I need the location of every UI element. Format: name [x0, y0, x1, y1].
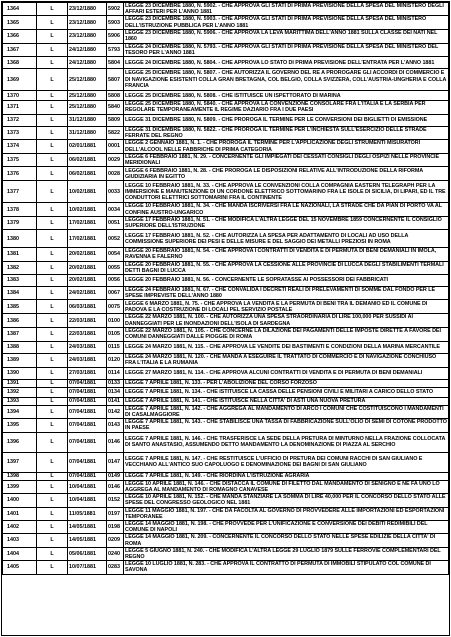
table-row: [3, 230, 449, 248]
row-number: 1380: [3, 230, 37, 248]
table-row: [3, 480, 449, 493]
table-row: [3, 126, 449, 139]
table-row: [3, 287, 449, 300]
row-description: LEGGE 10 APRILE 1881, N. 146. - CHE DISTACCA IL COMUNE DI FILETTO DAL MANDAMENTO DI SENIGNO E NE FA UNO LO AGGREGA AL MANDAMENTO DI ROMAGNO CANAVESE: [124, 480, 449, 493]
row-number: 1398: [3, 472, 37, 480]
row-date: 23/12/1880: [68, 29, 107, 43]
row-number: 1377: [3, 181, 37, 203]
row-type: L: [37, 300, 68, 314]
row-description: LEGGE 17 FEBBRAIO 1881, N. 52. - CHE AUTORIZZA LA SPESA PER ADATTAMENTO DI LOCALI AD USO DELLA COMMISSIONE SUPERIORE DEI PESI E DELLE MISURE E DEL SAGGIO DEI METALLI PREZIOSI IN ROMA: [124, 230, 449, 248]
table-row: [3, 101, 449, 114]
row-description: LEGGE 7 APRILE 1881, N. 143. - CHE STABILISCE UNA TASSA DI FABBRICAZIONE SULL'OLIO DI SEMI DI COTONE PRODOTTO IN PAESE: [125, 419, 447, 432]
table-row: [3, 314, 449, 327]
row-date: 10/04/1881: [68, 494, 107, 507]
table-row: [3, 379, 449, 387]
row-description: LEGGE 7 APRILE 1881, N. 146. - CHE TRASFERISCE LA SEDE DELLA PRETURA DI MINTURNO NELLA FRAZIONE COLLOCATA DI SANTO ANASTASIO, ASSUMENDO DETTO MANDAMENTO LA DENOMINAZIONE DI PIAZZA AL SERCHIO: [124, 432, 449, 452]
row-date: 05/06/1881: [68, 547, 107, 560]
row-number: 1383: [3, 275, 37, 287]
row-code: 5902: [107, 3, 124, 16]
row-number: 1373: [3, 126, 37, 139]
row-code: 0056: [107, 275, 124, 287]
row-date: 07/04/1881: [68, 405, 107, 418]
row-date: 07/04/1881: [68, 452, 107, 472]
row-number: 1368: [3, 57, 37, 69]
row-number: 1370: [3, 91, 37, 101]
row-code: 0133: [107, 379, 124, 387]
row-number: 1402: [3, 520, 37, 533]
row-type: L: [37, 387, 68, 397]
row-number: 1404: [3, 547, 37, 560]
row-type: L: [37, 507, 68, 520]
row-code: 0075: [107, 300, 124, 314]
row-code: 0147: [107, 452, 124, 472]
row-type: L: [37, 432, 68, 452]
row-code: 0142: [107, 405, 124, 418]
row-description: LEGGE 23 DICEMBRE 1880, N. 5902. - CHE APPROVA GLI STATI DI PRIMA PREVISIONE DELLA SPESA DEL MINISTERO DEGLI AFFARI ESTERI PER L'ANNO 1881: [124, 3, 449, 16]
row-code: 5808: [107, 91, 124, 101]
row-type: L: [37, 126, 68, 139]
row-description: LEGGE 7 APRILE 1881, N. 141. - CHE ISTITUISCE NELLA CITTA' DI ASTI UNA NUOVA PRETURA: [124, 397, 449, 405]
row-description: LEGGE 20 FEBBRAIO 1881, N. 56. - CONCERNENTE LE SOPRATASSE AI POSSESSORI DEI FABBRICATI: [124, 275, 449, 287]
row-description: LEGGE 5 GIUGNO 1881, N. 240. - CHE MODIFICA L'ALTRA LEGGE 29 LUGLIO 1879 SULLE FERROVIE COMPLEMENTARI DEL REGNO: [124, 547, 449, 560]
row-type: L: [37, 314, 68, 327]
row-number: 1369: [3, 69, 37, 91]
row-type: L: [37, 101, 68, 114]
table-row: [3, 353, 449, 367]
row-number: 1401: [3, 507, 37, 520]
row-type: L: [37, 353, 68, 367]
row-date: 07/04/1881: [68, 419, 107, 432]
row-description: LEGGE 10 FEBBRAIO 1881, N. 34. - CHE MANDA ISCRIVERSI FRA LE NAZIONALI, LA STRADE CHE DA PIAN DI PORTO VA AL CONFINE AUSTRO-UNGARICO: [124, 203, 449, 216]
row-date: 06/02/1881: [68, 154, 107, 167]
row-date: 31/12/1880: [68, 114, 107, 126]
row-date: 24/03/1881: [68, 341, 107, 353]
row-date: 10/07/1881: [68, 561, 107, 574]
row-code: 5840: [107, 101, 124, 114]
row-type: L: [37, 167, 68, 181]
row-code: 0114: [107, 367, 124, 379]
row-date: 07/04/1881: [68, 432, 107, 452]
table-row: [3, 203, 449, 216]
row-code: 0033: [107, 181, 124, 203]
row-description: LEGGE 7 APRILE 1881, N. 133. - PER L'ABOLIZIONE DEL CORSO FORZOSO: [124, 379, 449, 387]
row-type: L: [37, 405, 68, 418]
row-code: 0197: [107, 507, 124, 520]
row-number: 1367: [3, 43, 37, 56]
row-type: L: [37, 69, 68, 91]
row-type: L: [37, 520, 68, 533]
row-code: 0105: [107, 327, 124, 341]
row-date: 25/12/1880: [68, 91, 107, 101]
row-type: L: [37, 472, 68, 480]
table-row: [3, 57, 449, 69]
row-code: 5906: [107, 29, 124, 43]
table-row: [3, 181, 449, 203]
row-code: 0055: [107, 261, 124, 274]
row-code: 0001: [107, 140, 124, 154]
table-row: [3, 275, 449, 287]
row-description: LEGGE 6 FEBBRAIO 1881, N. 28. - CHE PROROGA LE DISPOSIZIONI RELATIVE ALL'INTRODUZIONE DELLA RIFORMA GIUDIZIARIA IN EGITTO: [124, 167, 449, 181]
row-date: 07/04/1881: [68, 397, 107, 405]
row-type: L: [37, 261, 68, 274]
row-type: L: [37, 114, 68, 126]
row-date: 31/12/1880: [68, 126, 107, 139]
row-number: 1391: [3, 379, 37, 387]
row-date: 10/04/1881: [68, 480, 107, 493]
row-code: 0067: [107, 287, 124, 300]
row-description: LEGGE 25 DICEMBRE 1880, N. 5808. - CHE ISTITUISCE UN ISPETTORATO DI MARINA: [124, 91, 449, 101]
row-code: 0198: [107, 520, 124, 533]
row-description: LEGGE 6 MARZO 1881, N. 75. - CHE APPROVA LA VENDITA E LA PERMUTA DI BENI TRA IL DEMANIO ED IL COMUNE DI PADOVA E LA COSTRUZIONE DI LOCALI PEL SERVIZIO POSTALE: [124, 300, 449, 314]
row-type: L: [37, 397, 68, 405]
row-type: L: [37, 57, 68, 69]
table-row: [3, 248, 449, 261]
row-number: 1405: [3, 561, 37, 574]
row-type: L: [37, 140, 68, 154]
row-number: 1382: [3, 261, 37, 274]
row-type: L: [37, 3, 68, 16]
row-code: 0034: [107, 203, 124, 216]
table-row: [3, 216, 449, 229]
table-row: [3, 452, 449, 472]
row-date: 10/02/1881: [68, 181, 107, 203]
row-date: 14/05/1881: [68, 520, 107, 533]
row-number: 1397: [3, 452, 37, 472]
row-code: 0100: [107, 314, 124, 327]
row-number: 1394: [3, 405, 37, 418]
row-number: 1378: [3, 203, 37, 216]
row-date: 10/02/1881: [68, 203, 107, 216]
row-number: 1392: [3, 387, 37, 397]
row-description: LEGGE 31 DICEMBRE 1880, N. 5822. - CHE PROROGA IL TERMINE PER L'INCHIESTA SULL'ESERCIZIO DELLE STRADE FERRATE DEL REGNO: [124, 126, 449, 139]
row-type: L: [37, 419, 68, 432]
row-type: L: [37, 248, 68, 261]
row-description: LEGGE 7 APRILE 1881, N. 149. - CHE RIORDINA L'ISTRUZIONE AGRARIA: [124, 472, 449, 480]
row-number: 1393: [3, 397, 37, 405]
row-date: 17/02/1881: [68, 216, 107, 229]
row-number: 1395: [3, 419, 37, 432]
row-description: LEGGE 7 APRILE 1881, N. 147. - CHE RESTITUISCE L'UFFICIO DI PRETURA DEI COMUNI RACCHI DI SAN GIULIANO E VECCHIANO ALL'ANTICO SUO CAPOLUOGO E DENOMINAZIONE DEI BAGNI DI SAN GIULIANO: [124, 452, 449, 472]
row-date: 25/12/1880: [68, 69, 107, 91]
row-type: L: [37, 216, 68, 229]
row-code: 0051: [107, 216, 124, 229]
row-date: 07/04/1881: [68, 387, 107, 397]
row-date: 22/03/1881: [68, 327, 107, 341]
row-date: 23/12/1880: [68, 16, 107, 29]
table-row: [3, 419, 449, 432]
row-code: 0134: [107, 387, 124, 397]
table-row: [3, 91, 449, 101]
row-number: 1390: [3, 367, 37, 379]
row-number: 1366: [3, 29, 37, 43]
row-number: 1375: [3, 154, 37, 167]
row-type: L: [37, 230, 68, 248]
row-type: L: [37, 367, 68, 379]
row-code: 0209: [107, 534, 124, 547]
row-description: LEGGE 23 DICEMBRE 1880, N. 5906. - CHE APPROVA LA LEVA MARITTIMA DELL'ANNO 1881 SULLA CLASSE DEI NATI NEL 1860: [124, 29, 449, 43]
row-type: L: [37, 561, 68, 574]
row-code: 0240: [107, 547, 124, 560]
table-row: [3, 547, 449, 560]
row-type: L: [37, 494, 68, 507]
row-description: LEGGE 24 MARZO 1881, N. 115. - CHE APPROVA LE VENDITE DEI BASTIMENTI E CONDIZIONI DELLA MARINA MERCANTILE: [124, 341, 449, 353]
row-number: 1403: [3, 534, 37, 547]
register-page: [1, 1, 450, 636]
table-row: [3, 341, 449, 353]
row-date: 06/03/1881: [68, 300, 107, 314]
table-row: [3, 16, 449, 29]
row-description: LEGGE 14 MAGGIO 1881, N. 209. - CONCERNENTE IL CONCORSO DELLO STATO NELLE SPESE EDILIZIE DELLA CITTA' DI ROMA: [124, 534, 449, 547]
row-code: 0152: [107, 494, 124, 507]
row-code: 5793: [107, 43, 124, 56]
table-row: [3, 367, 449, 379]
row-description: LEGGE 10 APRILE 1881, N. 152. - CHE MANDA STANZIARE LA SOMMA DI LIRE 40,000 PER IL CONCORSO DELLO STATO ALLE SPESE DEL CONGRESSO GEOLOGICO NEL 1881: [124, 494, 449, 507]
row-description: LEGGE 23 DICEMBRE 1880, N. 5903. - CHE APPROVA GLI STATI DI PRIMA PREVISIONE DELLA SPESA DEL MINISTERO DELL'ISTRUZIONE PUBBLICA PER L'ANNO 1881: [124, 16, 449, 29]
row-description: LEGGE 22 MARZO 1881, N. 100. - CHE AUTORIZZA UNA SPESA STRAORDINARIA DI LIRE 100,000 PER SUSSIDI AI DANNEGGIATI PER LE INONDAZIONI DELL'ISOLA DI SARDEGNA: [124, 314, 449, 327]
row-date: 06/02/1881: [68, 167, 107, 181]
row-code: 5809: [107, 114, 124, 126]
row-code: 0052: [107, 230, 124, 248]
row-code: 0283: [107, 561, 124, 574]
row-date: 24/02/1881: [68, 287, 107, 300]
row-code: 0149: [107, 472, 124, 480]
row-description: LEGGE 2 GENNAIO 1881, N. 1. - CHE PROROGA IL TERMINE PER L'APPLICAZIONE DEGLI STRUMENTI MISURATORI DELL'ALCOOL NELLE FABBRICHE DI PRIMA CATEGORIA: [124, 140, 449, 154]
table-row: [3, 472, 449, 480]
row-date: 27/03/1881: [68, 367, 107, 379]
row-date: 20/02/1881: [68, 275, 107, 287]
row-code: 0141: [107, 397, 124, 405]
row-type: L: [37, 480, 68, 493]
row-description: LEGGE 25 DICEMBRE 1880, N. 5840. - CHE APPROVA LA CONVENZIONE CONSOLARE FRA L'ITALIA E LA SERBIA PER REGOLARE TEMPORANEAMENTE IL REGIME DAZIARIO FRA I DUE PAESI: [124, 101, 449, 114]
row-description: LEGGE 24 DICEMBRE 1880, N. 5804. - CHE APPROVA LO STATO DI PRIMA PREVISIONE DELL'ENTRATA PER L'ANNO 1881: [124, 57, 449, 69]
row-type: L: [37, 16, 68, 29]
row-number: 1364: [3, 3, 37, 16]
row-description: LEGGE 17 FEBBRAIO 1881, N. 51. - CHE MODIFICA L'ALTRA LEGGE DEL 15 NOVEMBRE 1859 CONCERNENTE IL CONSIGLIO SUPERIORE DELL'ISTRUZIONE: [124, 216, 449, 229]
row-date: 02/01/1881: [68, 140, 107, 154]
row-description: LEGGE 20 FEBBRAIO 1881, N. 55. - CHE APPROVA LA CESSIONE ALLE PROVINCIE DI LUCCA DEGLI STABILIMENTI TERMALI DETTI BAGNI DI LUCCA: [124, 261, 449, 274]
row-number: 1372: [3, 114, 37, 126]
row-number: 1381: [3, 248, 37, 261]
row-description: LEGGE 20 FEBBRAIO 1881, N. 54. - CHE APPROVA I CONTRATTI DI VENDITA E DI PERMUTA DI BENI DEMANIALI IN IMOLA, RAVENNA E FALERNO: [124, 248, 449, 261]
row-number: 1385: [3, 300, 37, 314]
table-row: [3, 561, 449, 574]
row-description: LEGGE 10 FEBBRAIO 1881, N. 33. - CHE APPROVA LE CONVENZIONI COLLA COMPAGNIA EASTERN TELEGRAPH PER LA IMMERSIONE E MANUTENZIONE DI UN CORDONE ELETTRICO SOTTOMARINO FRA LE ISOLE DI SICILIA, DI LIPARI, ED IL TRE CONDUTTORI ELETTRICI SOTTOMARINI FRA IL CONTINENTE: [124, 181, 449, 203]
row-code: 0029: [107, 154, 124, 167]
row-type: L: [37, 43, 68, 56]
row-number: 1365: [3, 16, 37, 29]
row-type: L: [37, 452, 68, 472]
row-code: 0146: [107, 432, 124, 452]
row-description: LEGGE 24 DICEMBRE 1880, N. 5793. - CHE APPROVA GLI STATI DI PRIMA PREVISIONE DELLA SPESA DEL MINISTERO DEL TESORO PER L'ANNO 1881: [124, 43, 449, 56]
row-description: LEGGE 24 MARZO 1881, N. 120. - CHE MANDA A ESEGUIRE IL TRATTATO DI COMMERCIO E DI NAVIGAZIONE CONCHIUSO FRA L'ITALIA E LA RUMANIA: [124, 353, 449, 367]
row-type: L: [37, 547, 68, 560]
row-code: 5822: [107, 126, 124, 139]
table-row: [3, 520, 449, 533]
row-date: 24/03/1881: [68, 353, 107, 367]
row-date: 22/03/1881: [68, 314, 107, 327]
row-description: LEGGE 22 MARZO 1881, N. 105. - CHE CONCERNE LA DILAZIONE DEI PAGAMENTI DELLE IMPOSTE DIRETTE A FAVORE DEI COMUNI DANNEGGIATI DALLE PIOGGIE DI ROMA: [124, 327, 449, 341]
row-type: L: [37, 534, 68, 547]
row-number: 1371: [3, 101, 37, 114]
row-number: 1379: [3, 216, 37, 229]
row-number: 1400: [3, 494, 37, 507]
row-type: L: [37, 379, 68, 387]
row-date: 14/05/1881: [68, 534, 107, 547]
row-code: 5804: [107, 57, 124, 69]
row-date: 07/04/1881: [68, 379, 107, 387]
row-number: 1396: [3, 432, 37, 452]
row-type: L: [37, 287, 68, 300]
row-date: 25/12/1880: [68, 101, 107, 114]
row-description: LEGGE 7 APRILE 1881, N. 142. - CHE AGGREGA AL MANDAMENTO DI ARCO I COMUNI CHE COSTITUISCONO I MANDAMENTI DI CASALMAGGIORE: [124, 405, 449, 418]
table-row: [3, 300, 449, 314]
row-number: 1387: [3, 327, 37, 341]
row-code: 0054: [107, 248, 124, 261]
row-number: 1388: [3, 341, 37, 353]
table-row: [3, 29, 449, 43]
table-row: [3, 432, 449, 452]
table-row: [3, 154, 449, 167]
row-number: 1386: [3, 314, 37, 327]
row-code: 0028: [107, 167, 124, 181]
row-description: LEGGE 14 MAGGIO 1881, N. 198. - CHE PROVVEDE PER L'UNIFICAZIONE E CONVERSIONE DEI DEBITI REDIMIBILI DEL COMUNE DI NAPOLI: [124, 520, 449, 533]
row-description: LEGGE 6 FEBBRAIO 1881, N. 29. - CONCERNENTE GLI IMPIEGATI DEI CESSATI CONSIGLI DEGLI OSPIZI NELLE PROVINCIE MERIDIONALI: [124, 154, 449, 167]
table-row: [3, 327, 449, 341]
row-type: L: [37, 181, 68, 203]
row-date: 20/02/1881: [68, 261, 107, 274]
table-row: [3, 43, 449, 56]
row-description: LEGGE 11 MAGGIO 1881, N. 197. - CHE DA FACOLTA AL GOVERNO DI PROVVEDERE ALLE IMPORTAZIONI ED ESPORTAZIONI TEMPORANEE: [124, 507, 449, 520]
row-code: 5807: [107, 69, 124, 91]
row-date: 23/12/1880: [68, 3, 107, 16]
table-row: [3, 534, 449, 547]
table-row: [3, 140, 449, 154]
row-date: 07/04/1881: [68, 472, 107, 480]
table-row: [3, 387, 449, 397]
row-number: 1389: [3, 353, 37, 367]
table-row: [3, 3, 449, 16]
row-code: 0143: [107, 419, 124, 432]
row-date: 20/02/1881: [68, 248, 107, 261]
row-code: 0115: [107, 341, 124, 353]
table-row: [3, 114, 449, 126]
row-description: LEGGE 7 APRILE 1881, N. 134. - CHE ISTITUISCE LA CASSA DELLE PENSIONI CIVILI E MILITARI A CARICO DELLO STATO: [124, 387, 449, 397]
row-date: 24/12/1880: [68, 43, 107, 56]
row-type: L: [37, 275, 68, 287]
row-description: LEGGE 24 FEBBRAIO 1881, N. 67. - CHE CONVALIDA I DECRETI REALI DI PRELEVAMENTI DI SOMME DAL FONDO PER LE SPESE IMPREVISTE DELL'ANNO 1880: [124, 287, 449, 300]
row-description: LEGGE 10 LUGLIO 1881, N. 283. - CHE APPROVA IL CONTRATTO DI PERMUTA DI IMMOBILI STIPULATO COL COMUNE DI SAVONA: [124, 561, 449, 574]
row-type: L: [37, 154, 68, 167]
row-date: 24/12/1880: [68, 57, 107, 69]
row-number: 1399: [3, 480, 37, 493]
table-row: [3, 507, 449, 520]
row-type: L: [37, 29, 68, 43]
row-number: 1384: [3, 287, 37, 300]
row-code: 0146: [107, 480, 124, 493]
row-code: 5903: [107, 16, 124, 29]
register-rows: [3, 3, 449, 575]
row-description: LEGGE 27 MARZO 1881, N. 114. - CHE APPROVA ALCUNI CONTRATTI DI VENDITA E DI PERMUTA DI BENI DEMANIALI: [124, 367, 449, 379]
register-table: [2, 2, 449, 575]
row-type: L: [37, 203, 68, 216]
row-date: 17/02/1881: [68, 230, 107, 248]
table-row: [3, 167, 449, 181]
row-type: L: [37, 91, 68, 101]
row-type: L: [37, 341, 68, 353]
table-row: [3, 261, 449, 274]
row-date: 11/05/1881: [68, 507, 107, 520]
table-row: [3, 69, 449, 91]
table-row: [3, 494, 449, 507]
row-type: L: [37, 327, 68, 341]
row-number: 1376: [3, 167, 37, 181]
row-number: 1374: [3, 140, 37, 154]
table-row: [3, 397, 449, 405]
row-description: LEGGE 25 DICEMBRE 1880, N. 5807. - CHE AUTORIZZA IL GOVERNO DEL RE A PROROGARE GLI ACCORDI DI COMMERCIO E DI NAVIGAZIONE ESISTENTI COLLA GRAN BRETAGNA, COL BELGIO, COLLA SVIZZERA, COLL'AUSTRIA-UNGHERIA E COLLA FRANCIA: [124, 69, 449, 91]
row-description: LEGGE 31 DICEMBRE 1880, N. 5809. - CHE PROROGA IL TERMINE PER LE CONVERSIONI DEI BIGLIETTI DI EMISSIONE: [124, 114, 449, 126]
row-code: 0120: [107, 353, 124, 367]
table-row: [3, 405, 449, 418]
